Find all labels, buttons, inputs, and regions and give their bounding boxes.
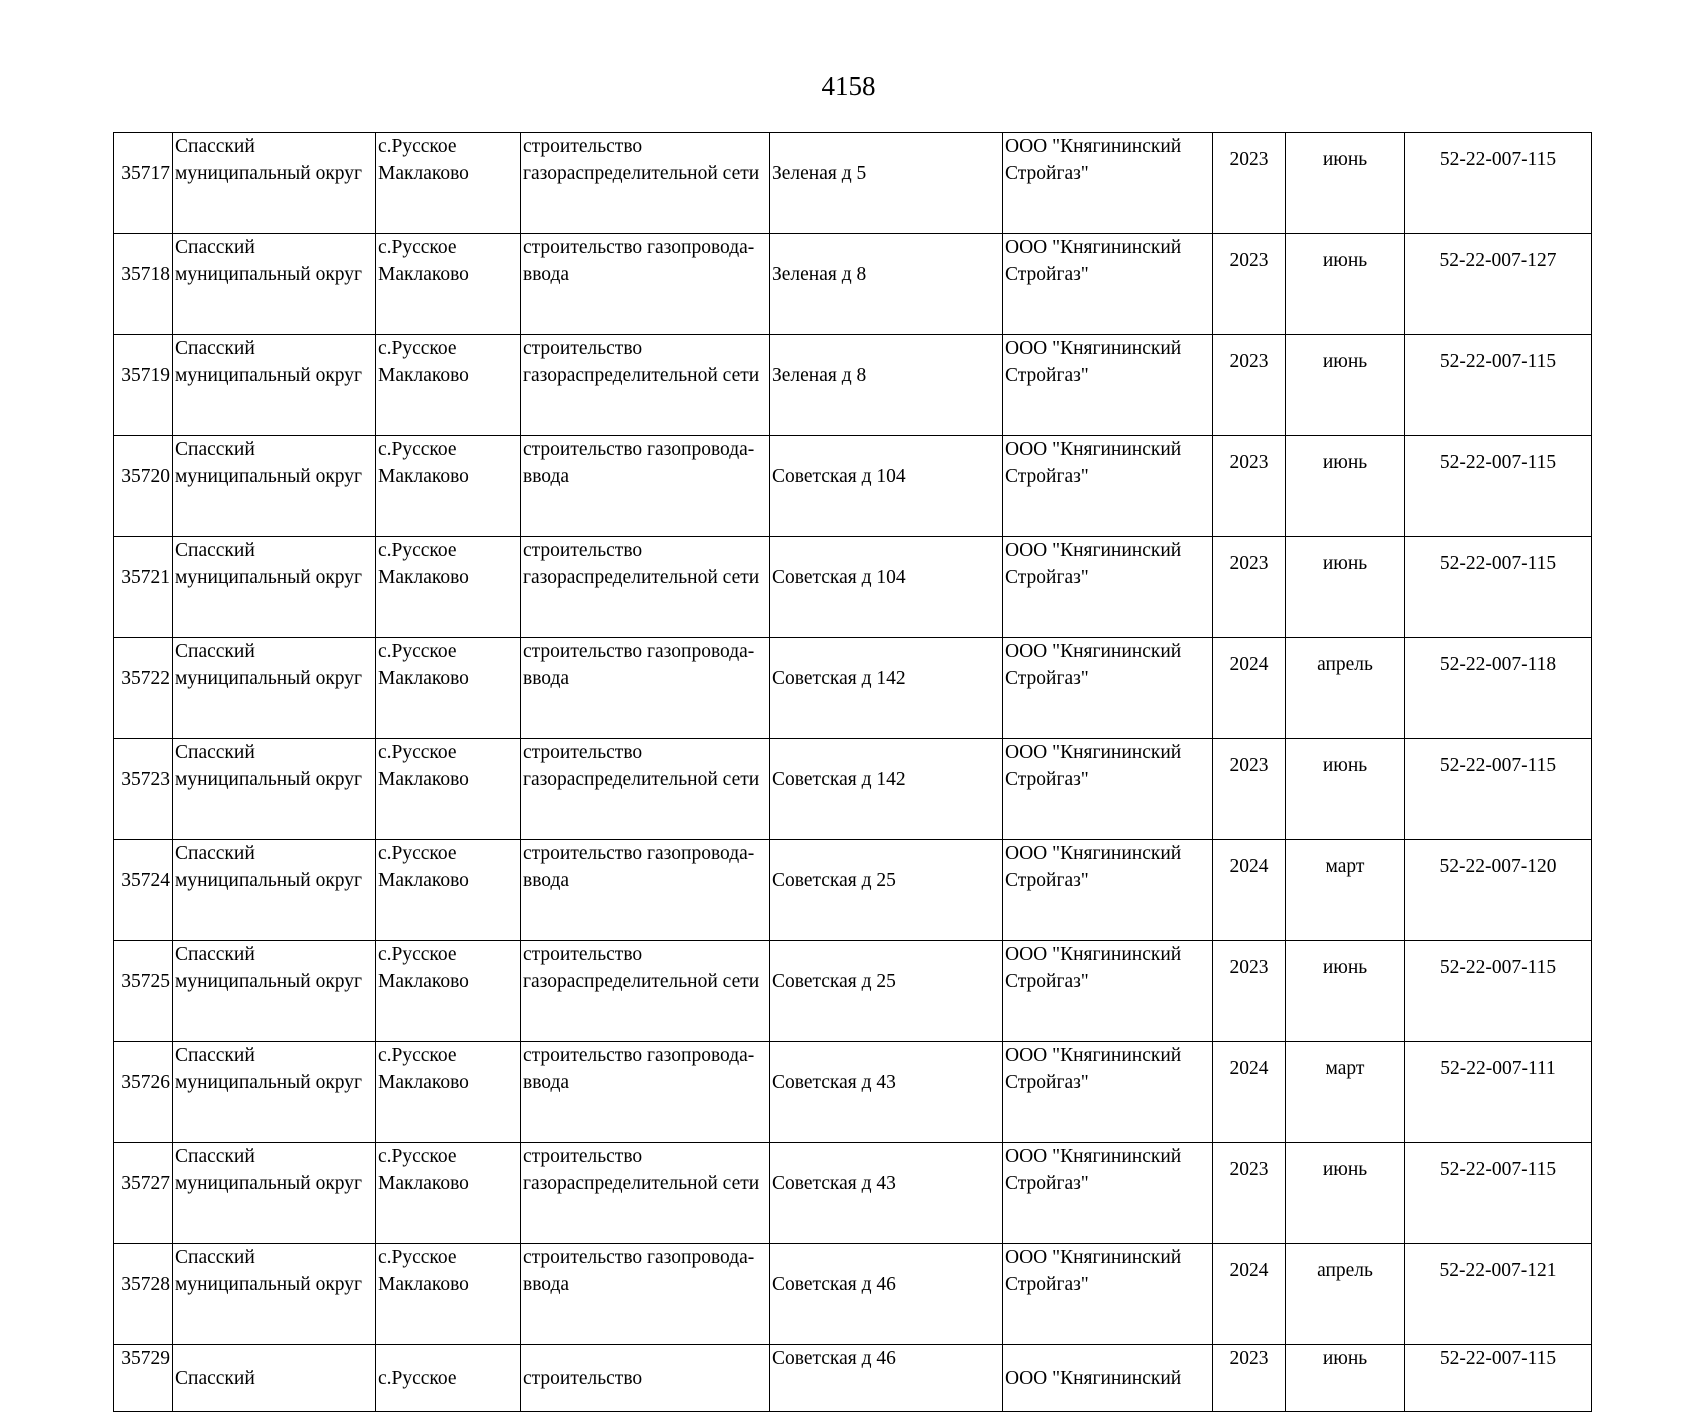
work-type-cell [521,1244,770,1345]
locality-cell-line: с.Русское [378,1368,457,1389]
locality-cell [376,436,521,537]
address-cell-line: Советская д 43 [772,1173,896,1194]
contractor-cell-line: Стройгаз" [1005,971,1089,992]
work-type-cell-line: строительство газопровода- [523,1045,755,1066]
contractor-cell-line: ООО "Княгининский [1005,1247,1182,1268]
work-type-cell [521,1143,770,1244]
year-cell [1213,1042,1286,1143]
work-type-cell-line: газораспределительной сети [523,769,760,790]
contractor-cell-line: ООО "Княгининский [1005,944,1182,965]
address-cell [770,1244,1003,1345]
table-row [114,234,1592,335]
address-cell-line: Советская д 104 [772,567,906,588]
locality-cell-line: Маклаково [378,163,469,184]
district-cell-line: Спасский [175,742,255,763]
district-cell-line: муниципальный округ [175,1072,363,1093]
year-cell-line: 2023 [1229,957,1269,978]
address-cell-line: Советская д 46 [772,1274,896,1295]
month-cell [1286,335,1405,436]
locality-cell [376,739,521,840]
year-cell [1213,133,1286,234]
work-type-cell-line: строительство [523,944,643,965]
row-number-line: 35723 [121,769,170,790]
row-number [114,234,173,335]
district-cell [173,1143,376,1244]
work-type-cell-line: газораспределительной сети [523,163,760,184]
month-cell [1286,1042,1405,1143]
month-cell [1286,1244,1405,1345]
district-cell-line: муниципальный округ [175,1274,363,1295]
year-cell-line: 2023 [1229,1348,1269,1369]
district-cell-line: Спасский [175,1368,255,1389]
address-cell-line: Советская д 104 [772,466,906,487]
row-number [114,941,173,1042]
contractor-cell [1003,537,1213,638]
month-cell-line: июнь [1322,351,1368,372]
locality-cell-line: с.Русское [378,136,457,157]
address-cell [770,1143,1003,1244]
locality-cell [376,1345,521,1412]
contractor-cell-line: Стройгаз" [1005,163,1089,184]
contractor-cell-line: ООО "Княгининский [1005,1146,1182,1167]
page-number: 4158 [821,71,876,101]
address-cell-line: Зеленая д 5 [772,163,867,184]
locality-cell-line: с.Русское [378,641,457,662]
code-cell [1405,436,1592,537]
code-cell [1405,941,1592,1042]
contractor-cell-line: Стройгаз" [1005,870,1089,891]
work-type-cell [521,234,770,335]
month-cell [1286,941,1405,1042]
code-cell [1405,1042,1592,1143]
table-row [114,840,1592,941]
district-cell [173,840,376,941]
row-number-line: 35721 [121,567,170,588]
row-number [114,436,173,537]
address-cell [770,1345,1003,1412]
work-type-cell-line: газораспределительной сети [523,365,760,386]
district-cell [173,941,376,1042]
month-cell [1286,1345,1405,1412]
work-type-cell-line: газораспределительной сети [523,1173,760,1194]
address-cell-line: Зеленая д 8 [772,365,867,386]
district-cell-line: Спасский [175,1146,255,1167]
locality-cell-line: Маклаково [378,668,469,689]
month-cell [1286,840,1405,941]
year-cell-line: 2024 [1229,1260,1269,1281]
month-cell-line: июнь [1322,957,1368,978]
locality-cell-line: Маклаково [378,1072,469,1093]
month-cell-line: июнь [1322,553,1368,574]
year-cell [1213,436,1286,537]
year-cell-line: 2023 [1229,553,1269,574]
locality-cell-line: с.Русское [378,1045,457,1066]
row-number-line: 35725 [121,971,170,992]
contractor-cell-line: ООО "Княгининский [1005,843,1182,864]
contractor-cell-line: ООО "Княгининский [1005,136,1182,157]
address-cell [770,941,1003,1042]
work-type-cell-line: строительство [523,1368,643,1389]
locality-cell-line: Маклаково [378,365,469,386]
year-cell-line: 2023 [1229,1159,1269,1180]
locality-cell [376,133,521,234]
locality-cell-line: Маклаково [378,870,469,891]
address-cell-line: Советская д 142 [772,668,906,689]
address-cell [770,133,1003,234]
district-cell-line: Спасский [175,843,255,864]
address-cell-line: Советская д 46 [772,1348,896,1369]
locality-cell-line: с.Русское [378,338,457,359]
district-cell [173,1244,376,1345]
district-cell [173,234,376,335]
code-cell-line: 52-22-007-115 [1439,1159,1557,1180]
year-cell [1213,941,1286,1042]
month-cell-line: июнь [1322,452,1368,473]
work-type-cell-line: ввода [523,870,570,891]
row-number [114,133,173,234]
month-cell-line: июнь [1322,250,1368,271]
month-cell [1286,739,1405,840]
month-cell-line: июнь [1322,149,1368,170]
table-row [114,638,1592,739]
contractor-cell-line: ООО "Княгининский [1005,641,1182,662]
code-cell [1405,133,1592,234]
district-cell [173,335,376,436]
locality-cell [376,1244,521,1345]
address-cell [770,638,1003,739]
year-cell-line: 2023 [1229,452,1269,473]
district-cell-line: муниципальный округ [175,1173,363,1194]
month-cell [1286,234,1405,335]
code-cell [1405,537,1592,638]
contractor-cell-line: Стройгаз" [1005,1274,1089,1295]
locality-cell [376,941,521,1042]
row-number [114,1244,173,1345]
table-row [114,537,1592,638]
code-cell-line: 52-22-007-115 [1439,553,1557,574]
code-cell [1405,335,1592,436]
contractor-cell-line: Стройгаз" [1005,769,1089,790]
year-cell [1213,335,1286,436]
month-cell [1286,1143,1405,1244]
address-cell [770,840,1003,941]
work-type-cell-line: строительство газопровода- [523,641,755,662]
district-cell-line: муниципальный округ [175,264,363,285]
year-cell-line: 2023 [1229,755,1269,776]
month-cell-line: июнь [1322,1348,1368,1369]
code-cell [1405,234,1592,335]
address-cell [770,335,1003,436]
contractor-cell [1003,436,1213,537]
work-type-cell-line: ввода [523,1274,570,1295]
locality-cell-line: Маклаково [378,971,469,992]
year-cell-line: 2023 [1229,149,1269,170]
work-type-cell [521,1345,770,1412]
address-cell-line: Советская д 142 [772,769,906,790]
district-cell-line: муниципальный округ [175,668,363,689]
code-cell-line: 52-22-007-115 [1439,957,1557,978]
address-cell [770,234,1003,335]
year-cell [1213,1143,1286,1244]
locality-cell [376,1042,521,1143]
table-row [114,436,1592,537]
row-number [114,537,173,638]
contractor-cell-line: ООО "Княгининский [1005,338,1182,359]
contractor-cell [1003,638,1213,739]
work-type-cell-line: строительство газопровода- [523,1247,755,1268]
contractor-cell-line: ООО "Княгининский [1005,1368,1182,1389]
locality-cell-line: Маклаково [378,1173,469,1194]
year-cell-line: 2024 [1229,654,1269,675]
locality-cell [376,840,521,941]
code-cell-line: 52-22-007-111 [1440,1058,1556,1079]
month-cell-line: апрель [1317,654,1373,675]
code-cell-line: 52-22-007-118 [1439,654,1557,675]
year-cell [1213,537,1286,638]
table-row [114,739,1592,840]
row-number [114,1345,173,1412]
district-cell-line: муниципальный округ [175,870,363,891]
contractor-cell [1003,1042,1213,1143]
work-type-cell-line: ввода [523,466,570,487]
contractor-cell [1003,234,1213,335]
work-type-cell-line: строительство [523,742,643,763]
work-type-cell-line: строительство газопровода- [523,843,755,864]
contractor-cell [1003,335,1213,436]
locality-cell [376,638,521,739]
locality-cell-line: с.Русское [378,1247,457,1268]
district-cell-line: Спасский [175,641,255,662]
work-type-cell [521,638,770,739]
code-cell [1405,840,1592,941]
month-cell [1286,537,1405,638]
month-cell-line: март [1325,1058,1365,1079]
row-number [114,739,173,840]
code-cell-line: 52-22-007-115 [1439,149,1557,170]
work-type-cell-line: газораспределительной сети [523,971,760,992]
address-cell-line: Зеленая д 8 [772,264,867,285]
work-type-cell-line: газораспределительной сети [523,567,760,588]
address-cell-line: Советская д 25 [772,971,896,992]
contractor-cell-line: Стройгаз" [1005,567,1089,588]
code-cell [1405,1345,1592,1412]
locality-cell-line: с.Русское [378,237,457,258]
address-cell [770,739,1003,840]
work-type-cell-line: ввода [523,264,570,285]
district-cell-line: Спасский [175,338,255,359]
table-row [114,1042,1592,1143]
work-type-cell-line: строительство газопровода- [523,237,755,258]
contractor-cell-line: ООО "Княгининский [1005,742,1182,763]
table-row [114,1143,1592,1244]
locality-cell-line: Маклаково [378,567,469,588]
work-type-cell-line: строительство [523,540,643,561]
district-cell-line: Спасский [175,944,255,965]
month-cell-line: апрель [1317,1260,1373,1281]
work-type-cell-line: строительство [523,338,643,359]
code-cell-line: 52-22-007-115 [1439,351,1557,372]
work-type-cell [521,537,770,638]
contractor-cell [1003,1244,1213,1345]
row-number-line: 35717 [121,163,170,184]
year-cell [1213,1345,1286,1412]
district-cell [173,739,376,840]
locality-cell-line: с.Русское [378,843,457,864]
code-cell [1405,1143,1592,1244]
district-cell-line: муниципальный округ [175,769,363,790]
contractor-cell [1003,739,1213,840]
contractor-cell [1003,840,1213,941]
code-cell [1405,638,1592,739]
code-cell [1405,739,1592,840]
district-cell [173,1042,376,1143]
year-cell [1213,1244,1286,1345]
work-type-cell-line: строительство [523,1146,643,1167]
district-cell-line: Спасский [175,1247,255,1268]
row-number [114,840,173,941]
year-cell-line: 2023 [1229,351,1269,372]
district-cell-line: Спасский [175,540,255,561]
row-number-line: 35720 [121,466,170,487]
contractor-cell [1003,941,1213,1042]
year-cell-line: 2024 [1229,1058,1269,1079]
locality-cell-line: Маклаково [378,264,469,285]
month-cell-line: июнь [1322,1159,1368,1180]
work-type-cell-line: ввода [523,668,570,689]
row-number-line: 35729 [121,1348,170,1369]
row-number-line: 35726 [121,1072,170,1093]
locality-cell-line: Маклаково [378,769,469,790]
year-cell-line: 2023 [1229,250,1269,271]
locality-cell-line: с.Русское [378,439,457,460]
district-cell-line: муниципальный округ [175,567,363,588]
table-row [114,1345,1592,1412]
code-cell-line: 52-22-007-115 [1439,1348,1557,1369]
row-number-line: 35718 [121,264,170,285]
table-row [114,1244,1592,1345]
district-cell-line: муниципальный округ [175,365,363,386]
work-type-cell [521,1042,770,1143]
contractor-cell-line: Стройгаз" [1005,264,1089,285]
work-type-cell-line: ввода [523,1072,570,1093]
district-cell-line: муниципальный округ [175,971,363,992]
table-row [114,133,1592,234]
locality-cell-line: с.Русское [378,1146,457,1167]
code-cell-line: 52-22-007-120 [1439,856,1557,877]
locality-cell [376,537,521,638]
month-cell-line: июнь [1322,755,1368,776]
row-number [114,335,173,436]
month-cell-line: март [1325,856,1365,877]
address-cell [770,436,1003,537]
contractor-cell-line: ООО "Княгининский [1005,540,1182,561]
contractor-cell-line: Стройгаз" [1005,466,1089,487]
locality-cell-line: с.Русское [378,742,457,763]
row-number [114,1143,173,1244]
locality-cell [376,1143,521,1244]
district-cell [173,537,376,638]
code-cell-line: 52-22-007-121 [1439,1260,1557,1281]
locality-cell [376,234,521,335]
table-row [114,941,1592,1042]
code-cell-line: 52-22-007-115 [1439,452,1557,473]
work-type-cell [521,335,770,436]
row-number-line: 35722 [121,668,170,689]
row-number [114,638,173,739]
locality-cell-line: с.Русское [378,944,457,965]
work-type-cell [521,840,770,941]
locality-cell-line: с.Русское [378,540,457,561]
table-row [114,335,1592,436]
contractor-cell-line: Стройгаз" [1005,365,1089,386]
work-type-cell-line: строительство газопровода- [523,439,755,460]
code-cell-line: 52-22-007-115 [1439,755,1557,776]
row-number-line: 35727 [121,1173,170,1194]
district-cell-line: Спасский [175,439,255,460]
address-cell [770,1042,1003,1143]
work-type-cell [521,133,770,234]
district-cell-line: Спасский [175,1045,255,1066]
contractor-cell-line: Стройгаз" [1005,1173,1089,1194]
address-cell-line: Советская д 43 [772,1072,896,1093]
work-type-cell [521,436,770,537]
district-cell [173,638,376,739]
work-type-cell-line: строительство [523,136,643,157]
row-number-line: 35719 [121,365,170,386]
work-type-cell [521,941,770,1042]
district-cell-line: Спасский [175,136,255,157]
row-number-line: 35728 [121,1274,170,1295]
records-table [113,132,1592,1412]
month-cell [1286,436,1405,537]
year-cell [1213,840,1286,941]
locality-cell-line: Маклаково [378,466,469,487]
year-cell-line: 2024 [1229,856,1269,877]
year-cell [1213,234,1286,335]
contractor-cell [1003,1143,1213,1244]
row-number-line: 35724 [121,870,170,891]
district-cell [173,436,376,537]
district-cell [173,133,376,234]
contractor-cell-line: ООО "Княгининский [1005,237,1182,258]
year-cell [1213,739,1286,840]
contractor-cell [1003,133,1213,234]
year-cell [1213,638,1286,739]
contractor-cell-line: Стройгаз" [1005,668,1089,689]
work-type-cell [521,739,770,840]
locality-cell-line: Маклаково [378,1274,469,1295]
address-cell [770,537,1003,638]
contractor-cell [1003,1345,1213,1412]
address-cell-line: Советская д 25 [772,870,896,891]
contractor-cell-line: ООО "Княгининский [1005,1045,1182,1066]
row-number [114,1042,173,1143]
district-cell-line: муниципальный округ [175,466,363,487]
month-cell [1286,638,1405,739]
contractor-cell-line: Стройгаз" [1005,1072,1089,1093]
month-cell [1286,133,1405,234]
locality-cell [376,335,521,436]
contractor-cell-line: ООО "Княгининский [1005,439,1182,460]
table-body [114,133,1592,1412]
district-cell-line: муниципальный округ [175,163,363,184]
district-cell-line: Спасский [175,237,255,258]
district-cell [173,1345,376,1412]
code-cell [1405,1244,1592,1345]
code-cell-line: 52-22-007-127 [1439,250,1557,271]
